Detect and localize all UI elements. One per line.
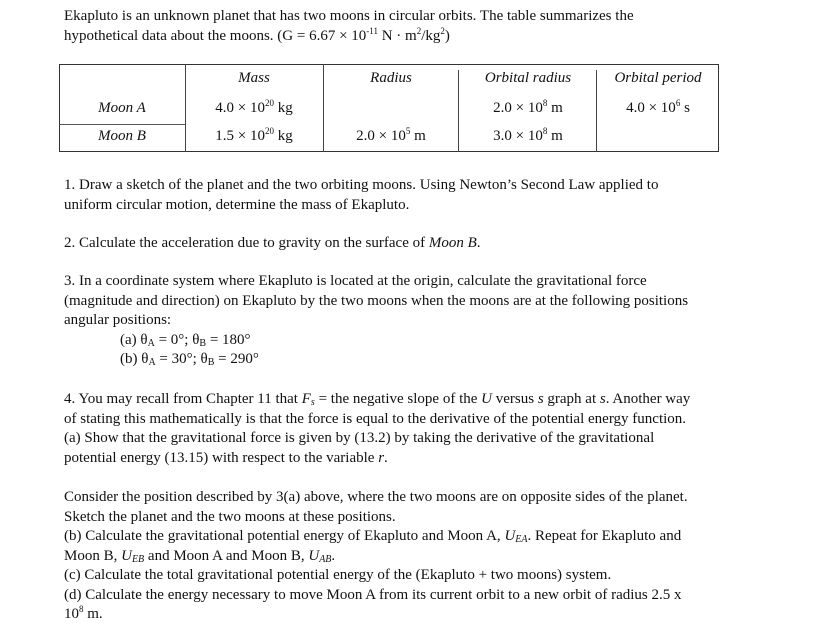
header-orbital-period: Orbital period: [614, 70, 702, 86]
table-divider: [185, 64, 186, 152]
question-potential-energy: [64, 488, 784, 625]
q5-line-5: (c) Calculate the total gravitational potential energy of the (Ekapluto + two moons) system.: [64, 567, 612, 583]
q4-line-4: potential energy (13.15) with respect to the variable r.: [64, 449, 388, 466]
moon-b-mass: $1.5 \times 10^{20}$ kg: [215, 126, 293, 144]
moon-b-period: [597, 123, 719, 150]
q5-line-3: (b) Calculate the gravitational potential energy of Ekapluto and Moon A, $U_{EA}$. Repeat for Ekapluto and: [64, 528, 682, 545]
question-4: [64, 390, 784, 468]
header-radius: Radius: [370, 70, 412, 86]
intro-line-1: Ekapluto is an unknown planet that has two moons in circular orbits. The table summarizes the: [64, 8, 634, 24]
moon-a-period: $4.0 \times 10^6$ s: [626, 97, 690, 116]
question-2: 2. Calculate the acceleration due to gravity on the surface of Moon B.: [64, 235, 481, 251]
header-mass: Mass: [238, 70, 270, 86]
q5-line-6: (d) Calculate the energy necessary to move Moon A from its current orbit to a new orbit of radius 2.5 x: [64, 586, 682, 603]
question-3: [64, 272, 784, 370]
q3-line-2: (magnitude and direction) on Ekapluto by the two moons when the moons are at the following positions: [64, 292, 689, 309]
intro-line-2: hypothetical data about the moons. ($G = 6.67 \times 10^{-11}$ $N \cdot m^2/kg^2$): [64, 25, 450, 44]
q3-part-a: (a) $\theta_A = 0^\circ$; $\theta_B = 180^\circ$: [120, 331, 251, 349]
q1-line-1: 1. Draw a sketch of the planet and the two orbiting moons. Using Newton’s Second Law applied to: [64, 177, 659, 193]
moon-b-name: Moon B: [98, 128, 146, 144]
q3-part-b: (b) $\theta_A = 30^\circ$; $\theta_B = 290^\circ$: [120, 351, 259, 368]
moon-a-mass: $4.0 \times 10^{20}$ kg: [215, 97, 293, 116]
table-divider: [458, 70, 459, 152]
q4-line-2: of stating this mathematically is that the force is equal to the derivative of the potential energy function.: [64, 410, 687, 427]
moon-b-orbit: $3.0 \times 10^8$ m: [493, 126, 563, 144]
table-row-moon-a: [59, 93, 719, 123]
moon-a-orbit: $2.0 \times 10^8$ m: [493, 97, 563, 116]
q5-line-4: Moon B, $U_{EB}$ and Moon A and Moon B, $U_{AB}$.: [64, 547, 336, 565]
q5-line-2: Sketch the planet and the two moons at these positions.: [64, 508, 396, 525]
table-divider: [323, 64, 324, 152]
moon-a-radius: [323, 93, 459, 123]
header-orbital-radius: Orbital radius: [484, 70, 572, 86]
moon-b-radius: $2.0 \times 10^5$ m: [356, 126, 426, 144]
q5-line-1: Consider the position described by 3(a) above, where the two moons are on opposite sides of the planet.: [64, 489, 688, 505]
table-header-row: [59, 64, 719, 93]
table-row-rule: [59, 124, 185, 125]
q3-line-1: 3. In a coordinate system where Ekapluto is located at the origin, calculate the gravitational force: [64, 273, 647, 289]
q4-line-1: 4. You may recall from Chapter 11 that $F_s$ = the negative slope of the U versus s graph at s. Another way: [64, 391, 691, 408]
question-1: [64, 176, 784, 215]
moons-table: [59, 64, 719, 150]
table-divider: [596, 70, 597, 152]
q3-line-3: angular positions:: [64, 312, 172, 328]
q4-line-3: (a) Show that the gravitational force is given by (13.2) by taking the derivative of the gravitational: [64, 430, 655, 446]
header-empty: [59, 64, 185, 93]
table-row-moon-b: [59, 123, 719, 150]
moon-a-name: Moon A: [98, 99, 146, 116]
q1-line-2: uniform circular motion, determine the mass of Ekapluto.: [64, 196, 410, 213]
intro-paragraph: [64, 7, 784, 46]
q5-line-7: $10^8$ m.: [64, 604, 103, 622]
